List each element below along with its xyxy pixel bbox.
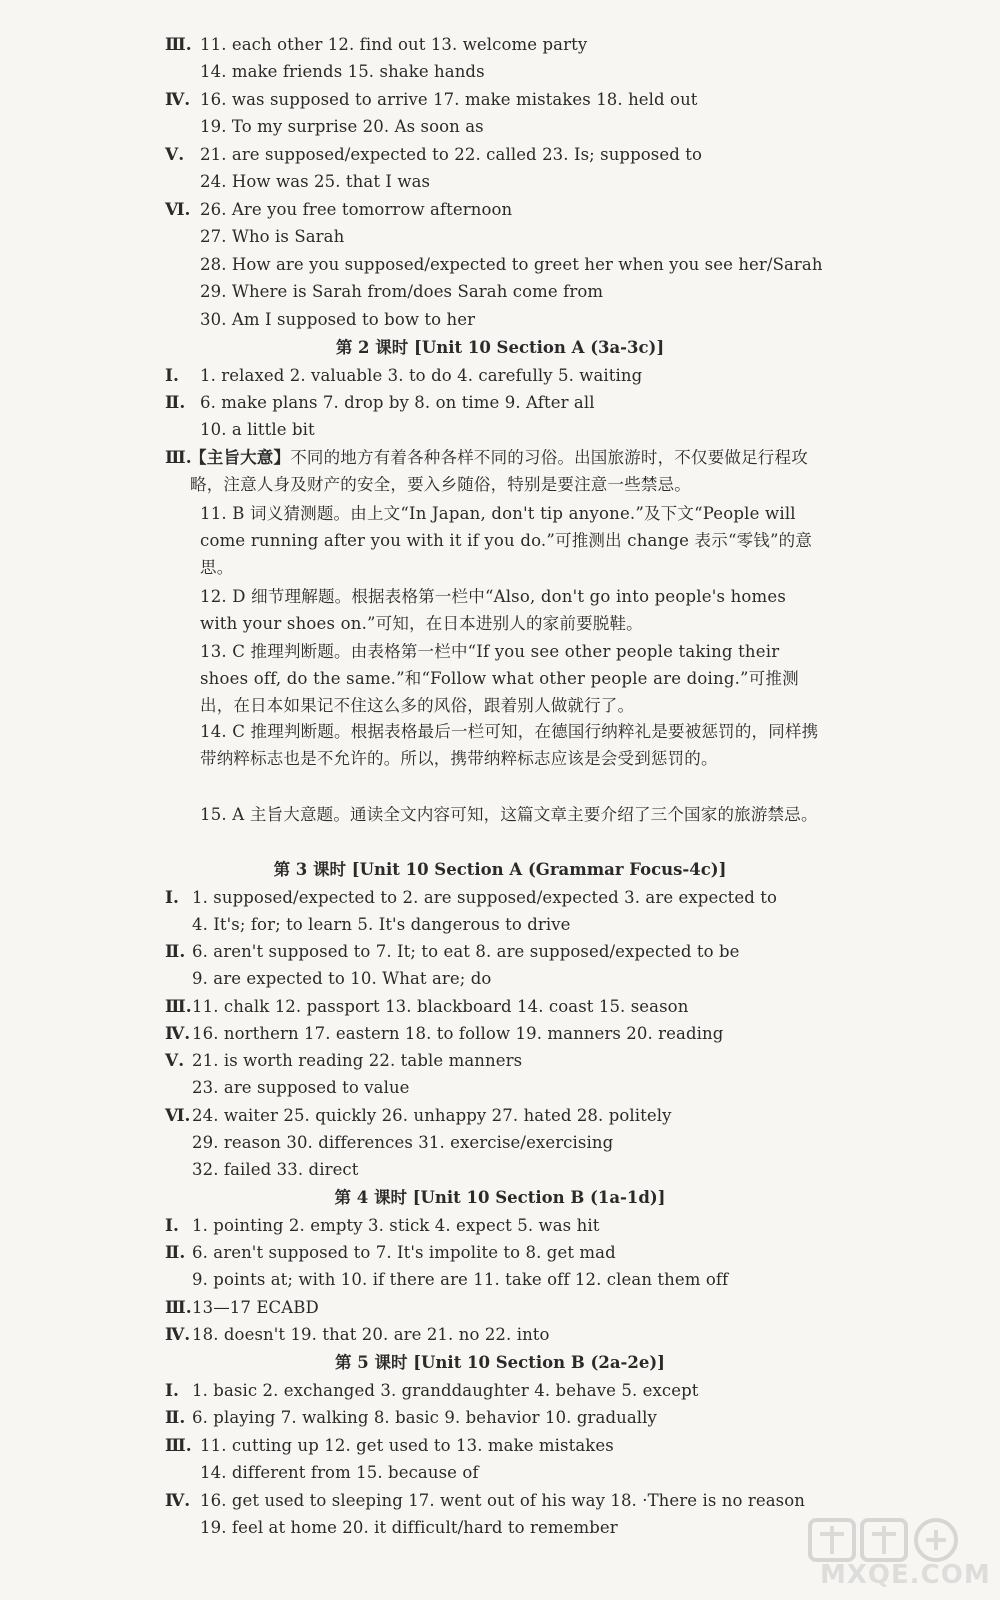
answer-line: 28. How are you supposed/expected to greet her when you see her/Sarah <box>200 255 823 274</box>
roman-numeral: Ⅴ. <box>165 1051 185 1071</box>
roman-numeral: Ⅲ. <box>165 35 192 55</box>
site-watermark <box>800 1514 990 1594</box>
answer-line: 11. each other 12. find out 13. welcome party <box>200 35 588 54</box>
answer-line: 11. chalk 12. passport 13. blackboard 14. coast 15. season <box>192 997 689 1016</box>
main-idea-paragraph <box>190 444 820 498</box>
answer-line: 14. make friends 15. shake hands <box>200 62 485 81</box>
answer-line: 21. are supposed/expected to 22. called 23. Is; supposed to <box>200 145 702 164</box>
lesson-heading: 第 3 课时 [Unit 10 Section A (Grammar Focus-4c)] <box>273 860 727 879</box>
answer-line: 6. aren't supposed to 7. It's impolite to 8. get mad <box>192 1243 616 1262</box>
roman-numeral: Ⅱ. <box>165 1243 186 1263</box>
roman-numeral: Ⅲ. <box>165 1436 192 1456</box>
roman-numeral: Ⅰ. <box>165 1216 179 1236</box>
answer-line: 23. are supposed to value <box>192 1078 410 1097</box>
roman-numeral: Ⅵ. <box>165 1106 191 1126</box>
answer-line: 26. Are you free tomorrow afternoon <box>200 200 513 219</box>
main-idea-text: 不同的地方有着各种各样不同的习俗。出国旅游时，不仅要做足行程攻略，注意人身及财产的安全，要入乡随俗，特别是要注意一些禁忌。 <box>190 448 808 494</box>
answer-line: 16. get used to sleeping 17. went out of his way 18. ·There is no reason <box>200 1491 805 1510</box>
roman-numeral: Ⅱ. <box>165 1408 186 1428</box>
roman-numeral: Ⅰ. <box>165 1381 179 1401</box>
answer-line: 18. doesn't 19. that 20. are 21. no 22. into <box>192 1325 550 1344</box>
roman-numeral: Ⅳ. <box>165 1024 191 1044</box>
lesson-heading: 第 4 课时 [Unit 10 Section B (1a-1d)] <box>334 1188 666 1207</box>
answer-line: 19. feel at home 20. it difficult/hard to remember <box>200 1518 618 1537</box>
roman-numeral: Ⅱ. <box>165 942 186 962</box>
answer-line: 4. It's; for; to learn 5. It's dangerous to drive <box>192 915 571 934</box>
roman-numeral: Ⅰ. <box>165 366 179 386</box>
answer-line: 29. Where is Sarah from/does Sarah come from <box>200 282 604 301</box>
roman-numeral: Ⅱ. <box>165 393 186 413</box>
watermark-text: MXQE.COM <box>820 1560 991 1590</box>
roman-numeral: Ⅳ. <box>165 90 191 110</box>
answer-line: 30. Am I supposed to bow to her <box>200 310 476 329</box>
answer-line: 1. pointing 2. empty 3. stick 4. expect 5. was hit <box>192 1216 600 1235</box>
lesson-heading: 第 2 课时 [Unit 10 Section A (3a-3c)] <box>335 338 665 357</box>
reading-explanation: 15. A 主旨大意题。通读全文内容可知，这篇文章主要介绍了三个国家的旅游禁忌。 <box>200 805 818 824</box>
answer-line: 24. waiter 25. quickly 26. unhappy 27. hated 28. politely <box>192 1106 672 1125</box>
roman-numeral: Ⅰ. <box>165 888 179 908</box>
answer-line: 16. was supposed to arrive 17. make mistakes 18. held out <box>200 90 698 109</box>
answer-line: 29. reason 30. differences 31. exercise/exercising <box>192 1133 614 1152</box>
answer-line: 11. cutting up 12. get used to 13. make mistakes <box>200 1436 614 1455</box>
reading-explanation: 12. D 细节理解题。根据表格第一栏中“Also, don't go into people's homes with your shoes on.”可知，在日本进别人的家前要脱鞋。 <box>200 587 787 633</box>
answer-line: 9. are expected to 10. What are; do <box>192 969 492 988</box>
roman-numeral: Ⅴ. <box>165 145 185 165</box>
answer-line: 1. relaxed 2. valuable 3. to do 4. carefully 5. waiting <box>200 366 643 385</box>
main-idea-tag: 【主旨大意】 <box>190 448 291 467</box>
answer-line: 1. supposed/expected to 2. are supposed/expected 3. are expected to <box>192 888 778 907</box>
answer-line: 9. points at; with 10. if there are 11. take off 12. clean them off <box>192 1270 729 1289</box>
roman-numeral: Ⅲ. <box>165 997 192 1017</box>
answer-line: 14. different from 15. because of <box>200 1463 479 1482</box>
reading-explanation: 11. B 词义猜测题。由上文“In Japan, don't tip anyone.”及下文“People will come running after you with it if you do.”可推测出 change 表示“零钱”的意思。 <box>200 504 813 577</box>
answer-line: 24. How was 25. that I was <box>200 172 431 191</box>
answer-line: 6. aren't supposed to 7. It; to eat 8. are supposed/expected to be <box>192 942 740 961</box>
answer-line: 13—17 ECABD <box>192 1298 319 1317</box>
roman-numeral: Ⅵ. <box>165 200 191 220</box>
answer-line: 27. Who is Sarah <box>200 227 345 246</box>
roman-numeral: Ⅳ. <box>165 1491 191 1511</box>
roman-numeral: Ⅳ. <box>165 1325 191 1345</box>
answer-line: 6. playing 7. walking 8. basic 9. behavior 10. gradually <box>192 1408 657 1427</box>
answer-line: 1. basic 2. exchanged 3. granddaughter 4. behave 5. except <box>192 1381 699 1400</box>
answer-line: 10. a little bit <box>200 420 315 439</box>
answer-line: 32. failed 33. direct <box>192 1160 359 1179</box>
roman-numeral: Ⅲ. <box>165 448 192 468</box>
answer-line: 16. northern 17. eastern 18. to follow 19. manners 20. reading <box>192 1024 724 1043</box>
answer-line: 6. make plans 7. drop by 8. on time 9. After all <box>200 393 595 412</box>
reading-explanation: 14. C 推理判断题。根据表格最后一栏可知，在德国行纳粹礼是要被惩罚的，同样携带纳粹标志也是不允许的。所以，携带纳粹标志应该是会受到惩罚的。 <box>200 722 819 768</box>
reading-explanation: 13. C 推理判断题。由表格第一栏中“If you see other people taking their shoes off, do the same.”和“Follow what other people are doing.”可推测出，在日本如果记不住这么多的风俗，跟着别人做就行了。 <box>200 642 799 715</box>
roman-numeral: Ⅲ. <box>165 1298 192 1318</box>
answer-line: 19. To my surprise 20. As soon as <box>200 117 484 136</box>
lesson-heading: 第 5 课时 [Unit 10 Section B (2a-2e)] <box>335 1353 665 1372</box>
answer-line: 21. is worth reading 22. table manners <box>192 1051 523 1070</box>
